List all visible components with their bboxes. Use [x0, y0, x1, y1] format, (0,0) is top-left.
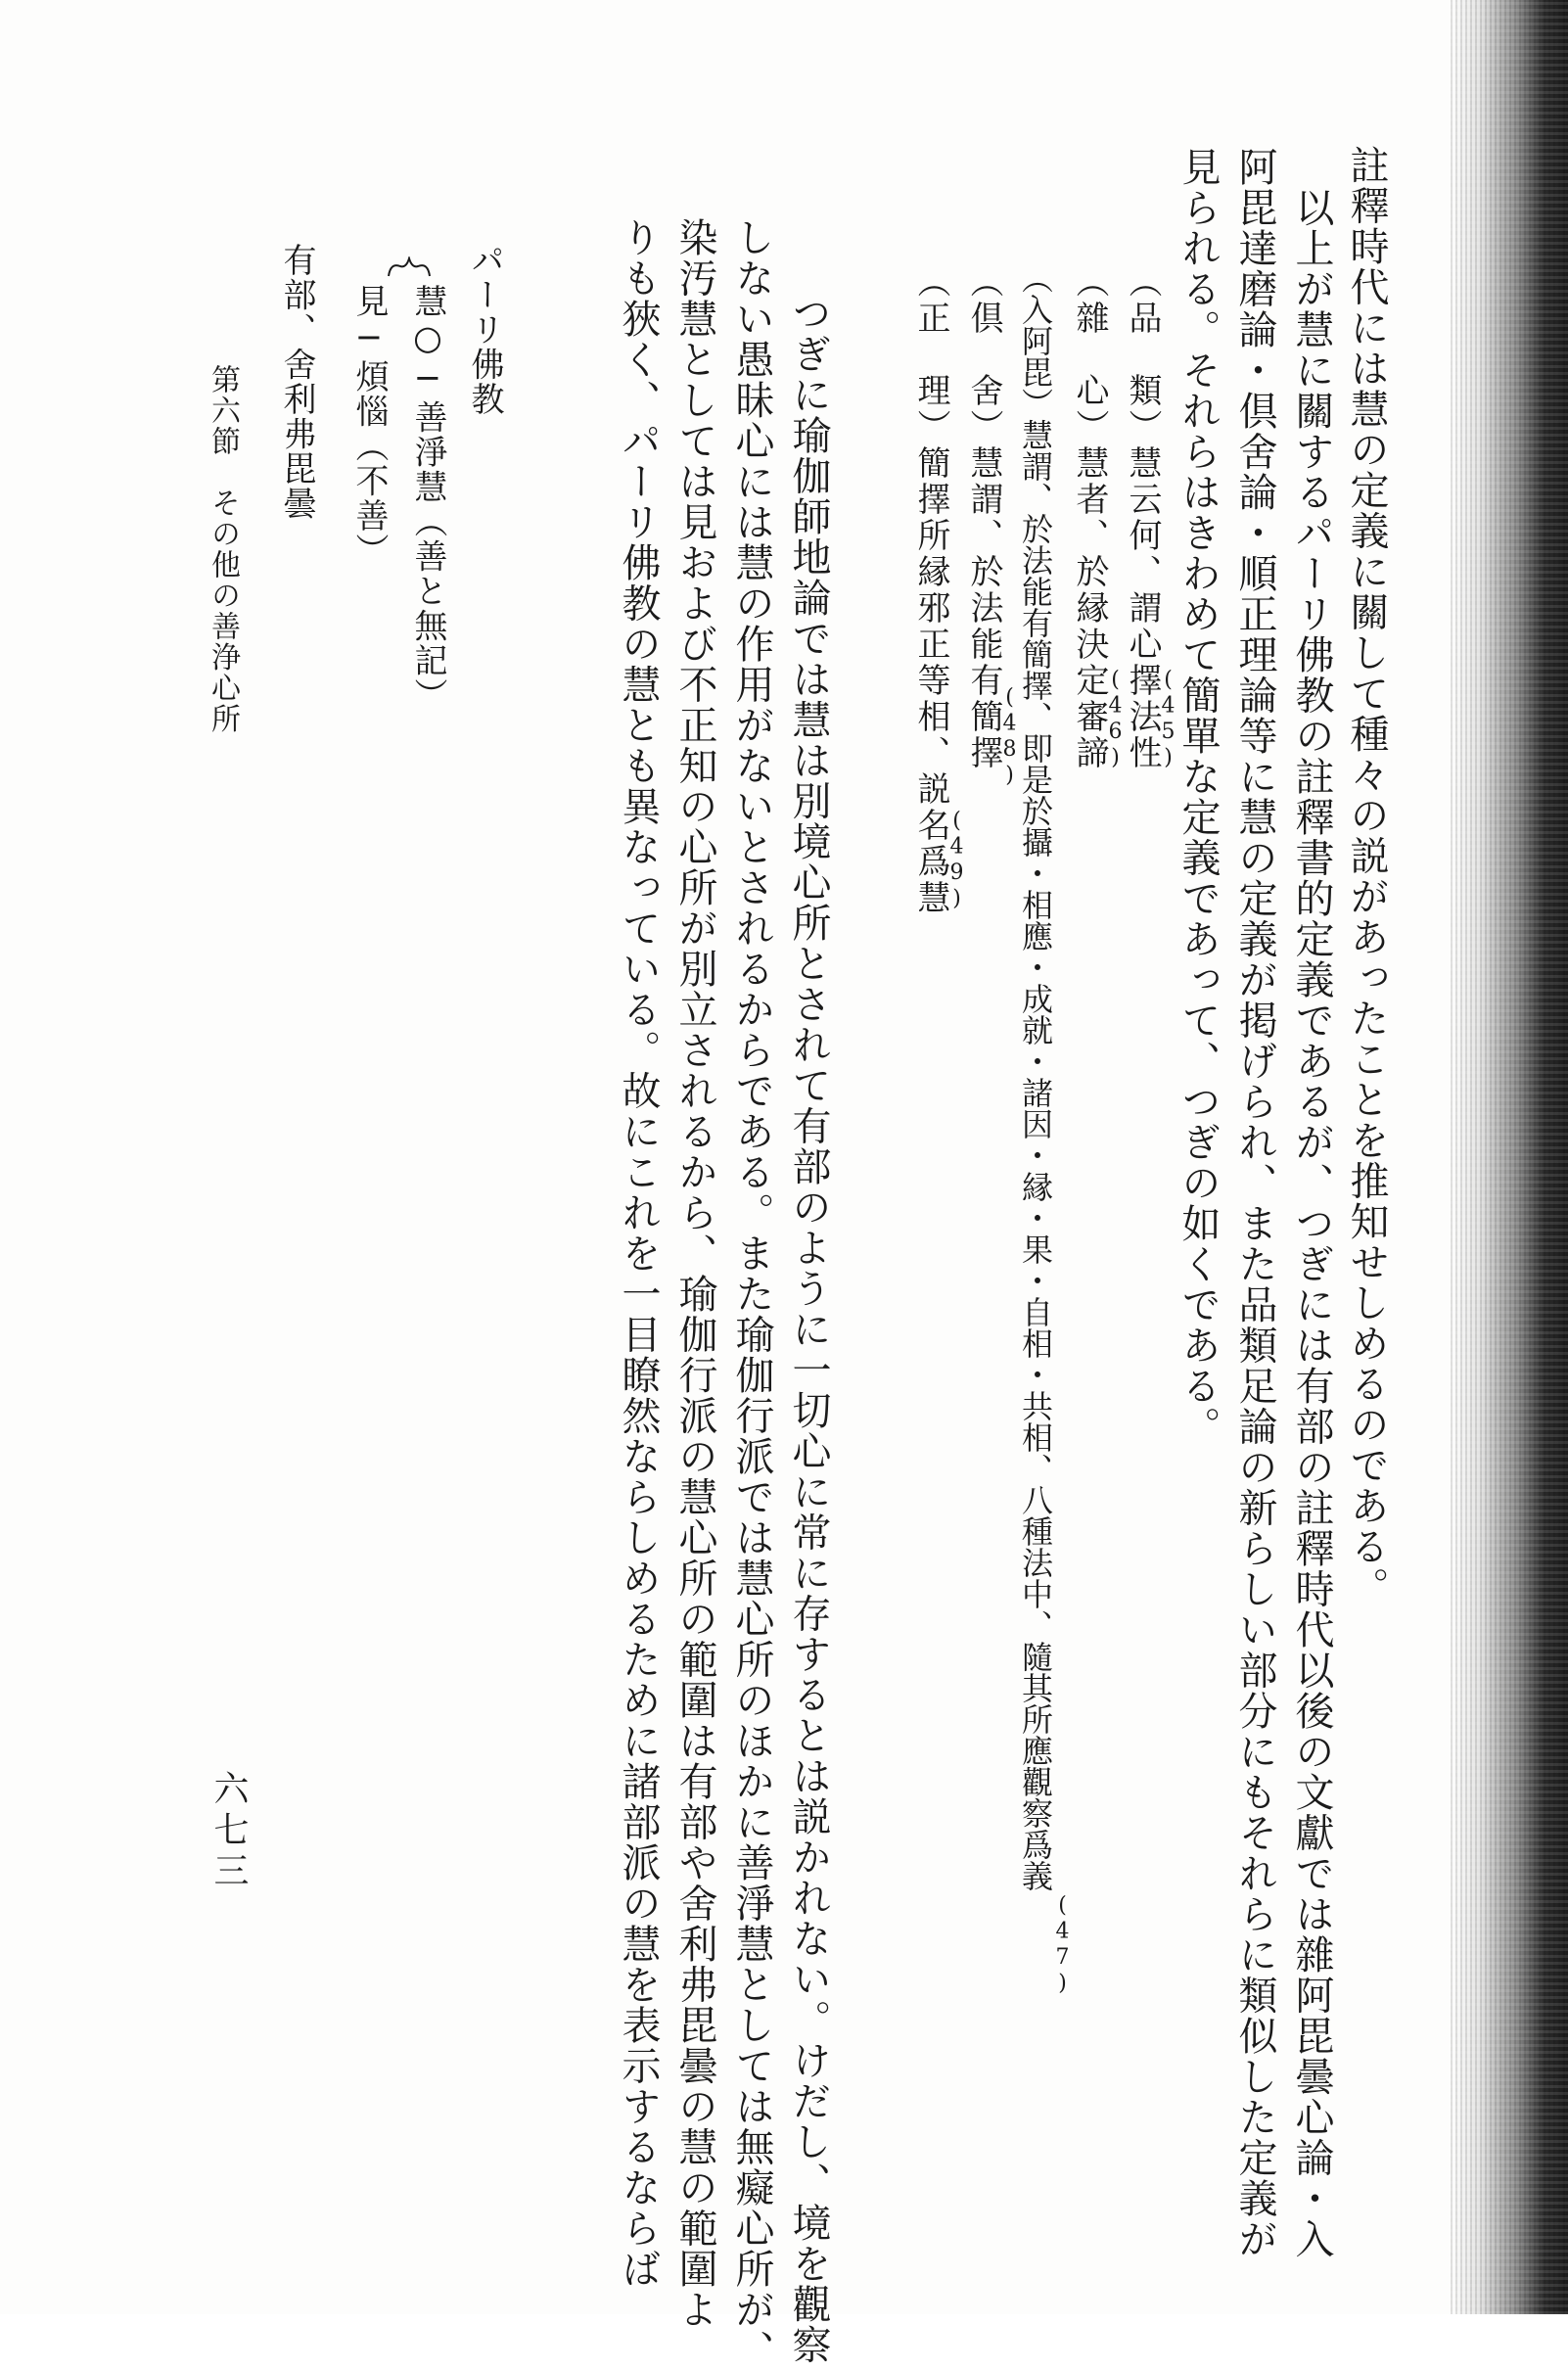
text-column-12: 染汚慧としては見および不正知の心所が別立されるから、瑜伽行派の慧心所の範圍は有部や舍利弗毘曇の慧の範圍よ — [672, 217, 717, 2330]
text-column-11: しない愚昧心には慧の作用がないとされるからである。また瑜伽行派では慧心所のほかに善淨慧としては無癡心所が、 — [729, 217, 774, 2371]
note-marker-49: (49) — [945, 809, 969, 912]
note-marker-46: (46) — [1103, 668, 1128, 771]
quote-zaxin: （雜 心）慧者、於縁決定審諦 — [1070, 264, 1109, 771]
text-column-4: 見られる。それらはきわめて簡單な定義であって、つぎの如くである。 — [1176, 147, 1221, 1447]
quote-zhengli: （正 理）簡擇所縁邪正等相、説名爲慧 — [911, 264, 950, 916]
text-column-13: りも狹く、パーリ佛教の慧とも異なっている。故にこれを一目瞭然ならしめるために諸部派の慧を表示するならば — [616, 217, 661, 2290]
text-column-1: 註釋時代には慧の定義に關して種々の説があったことを推知せしめるのである。 — [1344, 145, 1389, 1607]
note-marker-47: (47) — [1050, 1893, 1075, 1997]
quote-pinlei: （品 類）慧云何、謂心擇法性 — [1123, 264, 1162, 771]
schema-brace — [387, 256, 432, 278]
page-number: 六七三 — [208, 1770, 249, 1893]
quote-jushe: （倶 舍）慧謂、於法能有簡擇 — [964, 264, 1003, 771]
schema-heading-pali: パーリ佛教 — [465, 243, 504, 417]
running-header: 第六節 その他の善浄心所 — [206, 364, 240, 734]
quote-ruapi: （入阿毘）慧謂、於法能有簡擇、即是於攝・相應・成就・諸因・縁・果・自相・共相、八種法中、隨其所應觀察爲義 — [1017, 262, 1054, 1891]
text-column-10: つぎに瑜伽師地論では慧は別境心所とされて有部のように一切心に常に存するとは説かれない。けだし、境を觀察 — [786, 253, 831, 2365]
schema-row-hui: 慧○─善淨慧（善と無記） — [408, 284, 447, 713]
scan-shadow-edge — [1451, 0, 1568, 2314]
note-marker-45: (45) — [1156, 668, 1180, 771]
schema-row-jian: 見─煩惱（不善） — [349, 284, 389, 568]
text-column-2: 以上が慧に關するパーリ佛教の註釋書的定義であるが、つぎには有部の註釋時代以後の文獻では雜阿毘曇心論・入 — [1289, 147, 1334, 2259]
text-column-3: 阿毘達磨論・倶舍論・順正理論等に慧の定義が掲げられ、また品類足論の新らしい部分にもそれらに類似した定義が — [1232, 147, 1277, 2259]
schema-heading-youbu: 有部、舍利弗毘曇 — [277, 243, 316, 521]
note-marker-48: (48) — [997, 685, 1022, 789]
